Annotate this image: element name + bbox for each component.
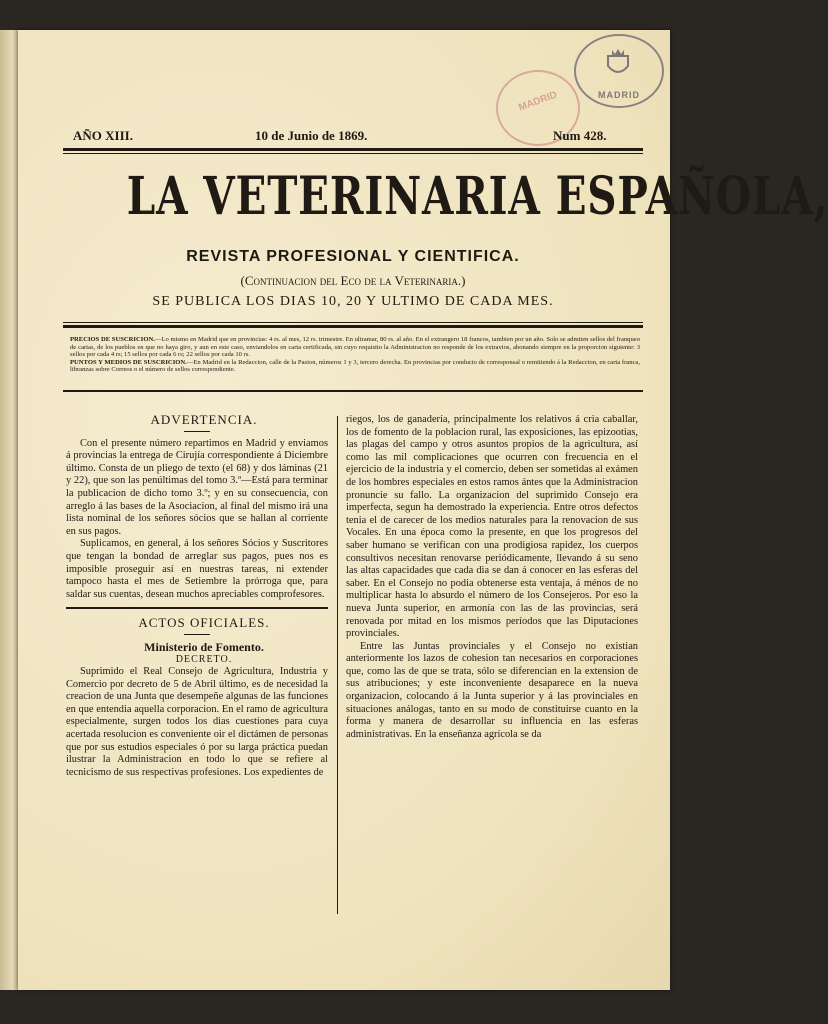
advertencia-paragraph-1: Con el presente número repartimos en Madrid y enviamos á provincias la entrega de Cirujía correspondiente á Diciembre último. Consta de un pliego de texto (el 68) y dos láminas (21 y 22), que son las penúltimas del tomo 3.º—Está para terminar la publicacion de dicho tomo 3.º; y en su consecuencia, con arreglo á las bases de la Asociacion, al final del mismo irá una lista nominal de los señores sócios que se hallan al corriente en sus pagos. (66, 437, 328, 537)
library-stamp-text: MADRID (598, 90, 640, 100)
masthead-rule-bottom (63, 325, 643, 328)
issue-year: AÑO XIII. (73, 128, 133, 143)
subscription-info (70, 336, 640, 374)
issue-meta-row (73, 128, 633, 144)
heading-divider (184, 431, 210, 432)
adjacent-page-edge (0, 30, 20, 990)
issue-number: Num 428. (553, 128, 607, 143)
red-stamp-text: MADRID (517, 89, 559, 114)
newspaper-page (18, 30, 828, 990)
library-stamp (574, 34, 664, 108)
actos-heading: ACTOS OFICIALES. (138, 615, 270, 631)
crest-icon (604, 48, 632, 78)
section-rule (66, 607, 328, 609)
decreto-paragraph-1: Suprimido el Real Consejo de Agricultura, Industria y Comercio por decreto de 5 de Abril último, es de necesidad la creacion de una Junta que desempeñe algunas de las funciones en que entendia aquella corporacion. En el ramo de agricultura especialmente, surgen todos los dias cuestiones para cuya acertada resolucion es conveniente oir el dictámen de personas que por sus estudios especiales ó por su larga práctica puedan ilustrar la Administracion en todo lo que se refiere al tecnicismo de sus respectivas profesiones. Los expedientes de (66, 666, 328, 778)
masthead-rule-top-thin (63, 153, 643, 154)
column-separator (337, 416, 338, 914)
masthead-title: LA VETERINARIA ESPAÑOLA, (126, 166, 828, 227)
ministry-heading: Ministerio de Fomento. (144, 639, 264, 654)
heading-divider (184, 634, 210, 635)
points-label: PUNTOS Y MEDIOS DE SUSCRICION. (70, 358, 187, 366)
advertencia-paragraph-2: Suplicamos, en general, á los señores Sócios y Suscritores que tengan la bondad de arreglar sus pagos, pues nos es imposible proseguir así en nuestras tareas, ni extender tampoco hasta el mes de Setiembre la prórroga que, para saldar sus cuentas, desean muchos apreciables comprofesores. (66, 538, 328, 600)
right-paragraph-1: riegos, los de ganadería, principalmente los relativos á cria caballar, los de fomento de la poblacion rural, las exposiciones, las epizootias, las plagas del campo y otros asuntos propios de la agricultura, así como las mil complicaciones que ocurren con frecuencia en el ejercicio de la industria y el comercio, deben ser sometidas al exámen de los hombres especiales en estos ramos ántes que la Administracion pronuncie su fallo. La organizacion del suprimido Consejo era imperfecta, segun ha demostrado la experiencia. Entre otros defectos tenia el de carecer de los medios naturales para la renovacion de sus Vocales. En una época como la presente, en que los progresos del saber humano se verifican con una prodigiosa rapidez, los cuerpos consultivos necesitan renovarse periódicamente, llevando á su seno las altas capacidades que cada dia se dan á conocer en las esferas del saber. En el Consejo no podia obtenerse esta ventaja, á ménos de no multiplicar hasta lo absurdo el número de los Consejeros. Por eso la nueva Junta superior, en armonía con las de las provincias, será renovada por mitad en los mismos períodos que las Diputaciones provinciales. (346, 414, 638, 640)
prices-text: —Lo mismo en Madrid que en provincias: 4 rs. al mes, 12 rs. trimestre. En ultramar, 80 rs. al año. En el extrangero 18 francos, tambien por un año. Solo se admiten sellos del franqueo de cartas, de los pueblos en que no haya giro, y aun en este caso, enviandolos en carta certificada, sin cuyo requisito la Administracion no responde de los extravios, abonando siempre en la proporcion siguiente: 3 sellos por cada 4 rs; 15 sellos por cada 6 rs; 22 sellos por cada 10 rs. (70, 336, 640, 359)
masthead-rule-top (63, 148, 643, 151)
advertencia-heading: ADVERTENCIA. (150, 412, 258, 427)
masthead-continuation: (Continuacion del Eco de la Veterinaria.) (240, 273, 466, 288)
points-text: —En Madrid en la Redaccion, calle de la Pasion, números 1 y 3, tercero derecha. En provincias por conducto de corresponsal o remitiendo á la Redaccion, en carta franca, libranzas sobre Correos o el número de sellos correspondiente. (70, 358, 641, 374)
issue-date: 10 de Junio de 1869. (255, 128, 368, 143)
prices-label: PRECIOS DE SUSCRICION. (70, 336, 155, 343)
masthead-rule-bottom-thin (63, 322, 643, 323)
decreto-heading: DECRETO. (175, 653, 233, 665)
right-paragraph-2: Entre las Juntas provinciales y el Consejo no existian anteriormente los lazos de cohesion tan necesarios en corporaciones que, como las de que se trata, sólo se diferencian en la extension de sus atribuciones; y este inconveniente desaparece en la nueva organizacion, colocando á la Junta superior y á las provinciales en situaciones análogas, tanto en su modo de constituirse cuanto en la forma y manera de desarrollar su influencia en las esferas administrativas. En la enseñanza agrícola se da (346, 640, 638, 740)
publication-schedule: SE PUBLICA LOS DIAS 10, 20 Y ULTIMO DE CADA MES. (152, 294, 554, 309)
right-column (346, 414, 638, 741)
info-rule (63, 390, 643, 392)
masthead-subtitle: REVISTA PROFESIONAL Y CIENTIFICA. (186, 248, 520, 265)
left-column (66, 414, 328, 779)
